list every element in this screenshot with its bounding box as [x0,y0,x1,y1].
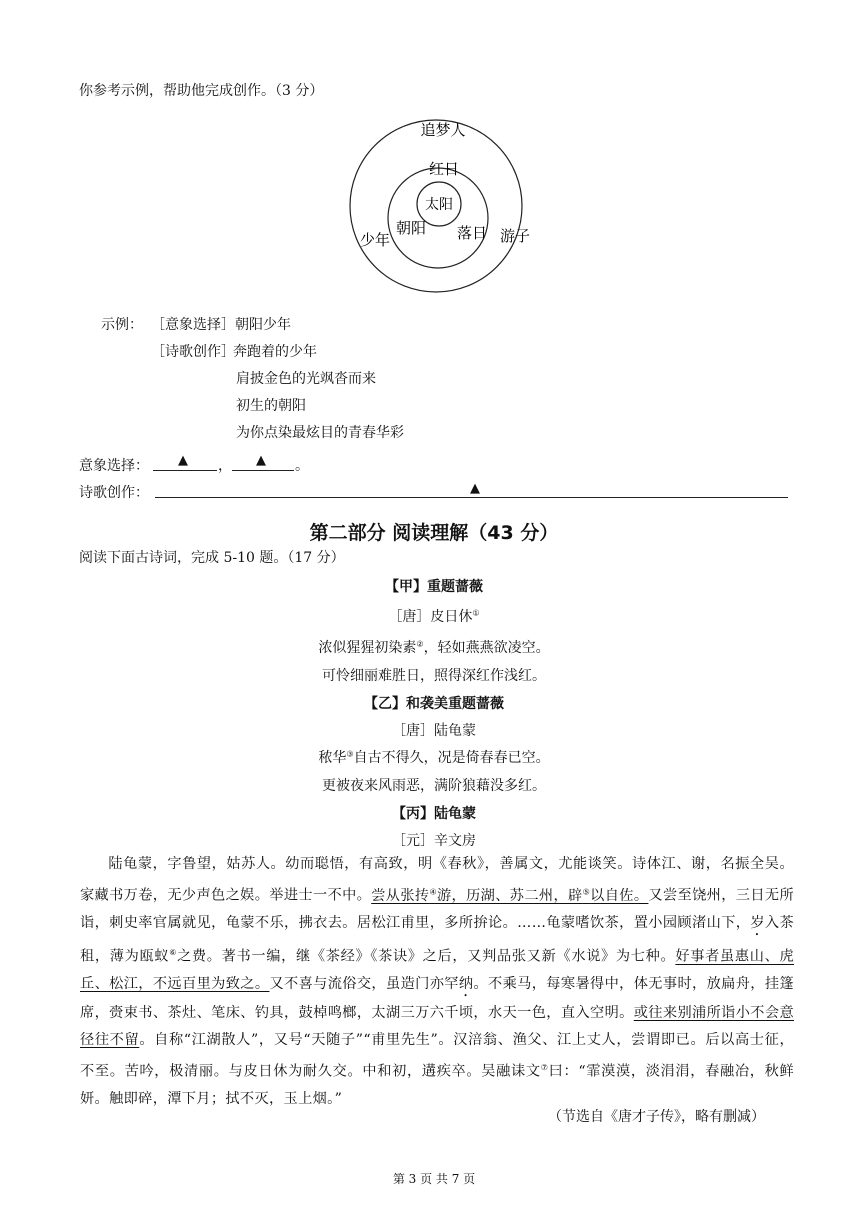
diagram-label-luori: 落日 [456,224,488,242]
diagram-label-zhaoyang: 朝阳 [395,219,427,237]
diagram-label-youzi: 游子 [499,227,531,245]
diagram-label-shaonian: 少年 [359,231,391,249]
blank-marker-icon: ▲ [178,453,188,468]
answer-blank-1[interactable] [153,470,217,471]
answer-period: 。 [295,458,309,474]
diagram-middle-label: 红日 [428,160,460,178]
answer-select-label: 意象选择： [79,458,149,474]
answer-create-label: 诗歌创作： [79,485,149,501]
poem2-line-1: 秾华③自古不得久，况是倚春春已空。 [318,749,550,766]
intro-text: 你参考示例，帮助他完成创作。（3 分） [79,83,324,99]
diagram-outer-label: 追梦人 [420,121,466,139]
blank-marker-icon: ▲ [470,481,480,496]
prose-author: ［元］辛文房 [392,833,476,849]
prose-title: 【丙】陆龟蒙 [392,806,476,822]
poem1-author: ［唐］皮日休① [388,608,480,625]
poem2-title: 【乙】和袭美重题蔷薇 [364,696,504,712]
example-label: 示例： [101,317,143,333]
example-poem-line: 肩披金色的光飒沓而来 [236,371,376,387]
answer-comma: ， [218,458,232,474]
diagram-inner-label: 太阳 [425,197,453,213]
answer-poem-blank[interactable] [155,497,788,498]
middle-circle [388,168,488,268]
poem2-line-2: 更被夜来风雨恶，满阶狼藉没多红。 [322,778,546,794]
poem2-author: ［唐］陆龟蒙 [392,723,476,739]
example-poem-line: 初生的朝阳 [236,398,306,414]
blank-marker-icon: ▲ [256,453,266,468]
prose-source: （节选自《唐才子传》，略有删减） [548,1109,765,1125]
example-select: ［意象选择］朝阳少年 [151,317,291,333]
part2-title: 第二部分 阅读理解（43 分） [309,522,559,544]
poem1-title: 【甲】重题蔷薇 [385,579,483,595]
example-poem-line: 为你点染最炫目的青春华彩 [236,425,404,441]
concentric-diagram [346,100,531,292]
page-footer: 第 3 页 共 7 页 [392,1172,476,1186]
poem1-line-2: 可怜细丽难胜日，照得深红作浅红。 [322,668,546,684]
example-create-label: ［诗歌创作］ [151,344,235,360]
example-poem-line: 奔跑着的少年 [233,344,317,360]
prose-body: 陆龟蒙，字鲁望，姑苏人。幼而聪悟，有高致，明《春秋》，善属文，尤能谈笑。诗体江、谢，名振全吴。家藏书万卷，无少声色之娱。举进士一不中。尝从张抟④游，历湖、苏二州，辟⑤以自佐。又尝至饶州，三日无所诣，刺史率官属就见，龟蒙不乐，拂衣去。居松江甫里，多所拚论。……龟蒙嗜饮茶，置小园顾渚山下，岁入茶租，薄为瓯蚁⑥之费。著书一编，继《茶经》《茶诀》之后，又判品张又新《水说》为七种。好事者虽惠山、虎丘、松江，不远百里为致之。又不喜与流俗交，虽造门亦罕纳。不乘马，每寒暑得中，体无事时，放扁舟，挂篷席，赍束书、茶灶、笔床、钓具，鼓棹鸣榔，太湖三万六千顷，水天一色，直入空明。或往来别浦所诣小不会意径往不留。自称“江湖散人”，又号“天随子”“甫里先生”。汉涪翁、渔父、江上丈人，尝谓即已。后以高士征，不至。苦吟，极清丽。与皮日休为耐久交。中和初，遘疾卒。吴融诔文⑦曰：“霏漠漠，淡涓涓，春融冶，秋鲜妍。触即碎，潭下月；拭不灭，玉上烟。” [80,856,795,1108]
answer-blank-2[interactable] [232,470,294,471]
poem1-line-1: 浓似猩猩初染素②，轻如燕燕欲凌空。 [318,639,550,656]
part2-instruction: 阅读下面古诗词，完成 5-10 题。（17 分） [79,550,345,566]
